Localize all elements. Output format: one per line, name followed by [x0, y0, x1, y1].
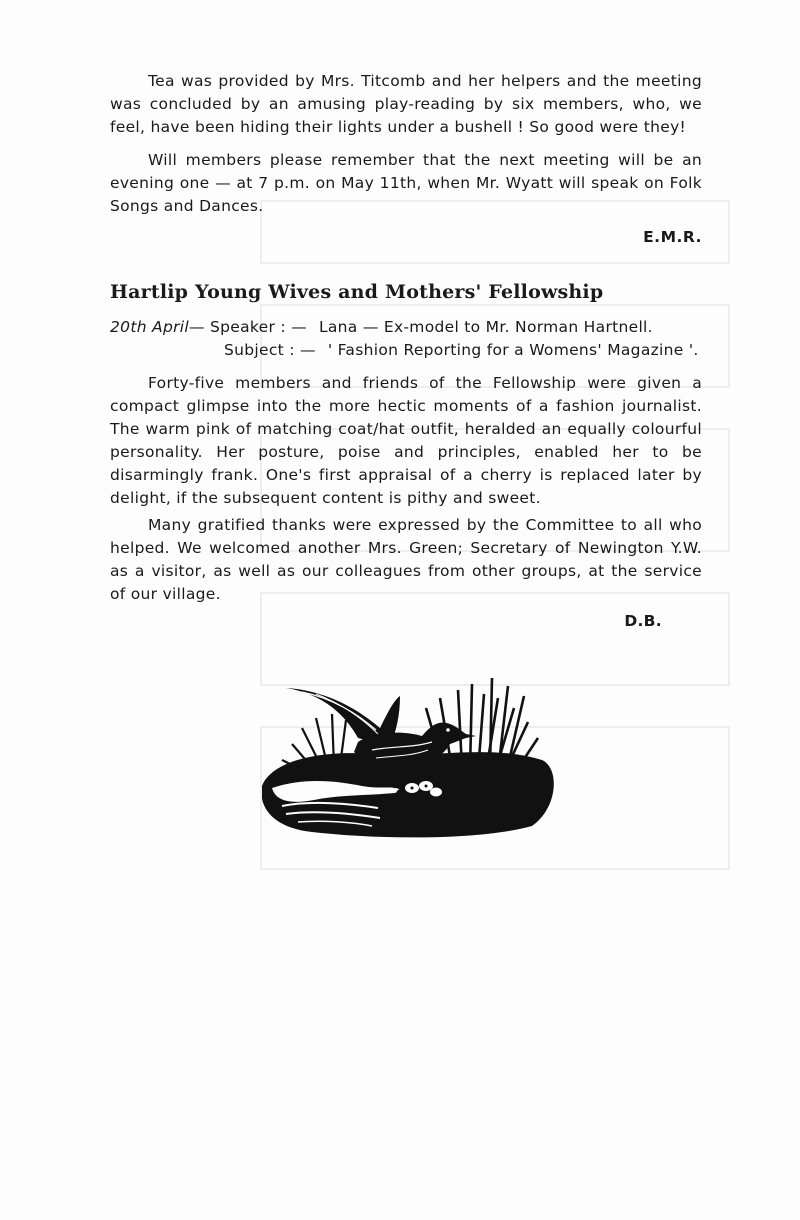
subject-value: ' Fashion Reporting for a Womens' Magazine '. [327, 341, 699, 359]
report1-paragraph-1: Tea was provided by Mrs. Titcomb and her helpers and the meeting was concluded by an amusing play-reading by six members, who, we feel, have been hiding their lights under a bushell ! So good were they! [110, 72, 702, 136]
report2-signature: D.B. [624, 612, 662, 630]
speaker-value: Lana — Ex-model to Mr. Norman Hartnell. [318, 318, 653, 336]
subject-label: Subject : — [224, 341, 316, 359]
meeting-date: 20th April [110, 318, 189, 336]
section-heading: Hartlip Young Wives and Mothers' Fellowship [110, 281, 604, 303]
report2-paragraph-2: Many gratified thanks were expressed by the Committee to all who helped. We welcomed another Mrs. Green; Secretary of Newington Y.W. as a visitor, as well as our colleagues from other groups, at the service of our village. [110, 516, 702, 603]
meeting-speaker-row [110, 316, 702, 339]
speaker-label: — Speaker : — [188, 318, 307, 336]
report1-paragraph-2: Will members please remember that the next meeting will be an evening one — at 7 p.m. on May 11th, when Mr. Wyatt will speak on Folk Songs and Dances. [110, 151, 702, 215]
report1-signature: E.M.R. [643, 228, 702, 246]
bird-on-nest-woodcut-icon [262, 668, 562, 838]
meeting-subject-row [110, 339, 702, 362]
report2-paragraph-1: Forty-five members and friends of the Fellowship were given a compact glimpse into the more hectic moments of a fashion journalist. The warm pink of matching coat/hat outfit, heralded an equally colourful personality. Her posture, poise and principles, enabled her to be disarmingly frank. One's first appraisal of a cherry is replaced later by delight, if the subsequent content is pithy and sweet. [110, 374, 702, 507]
page-content [110, 70, 702, 633]
